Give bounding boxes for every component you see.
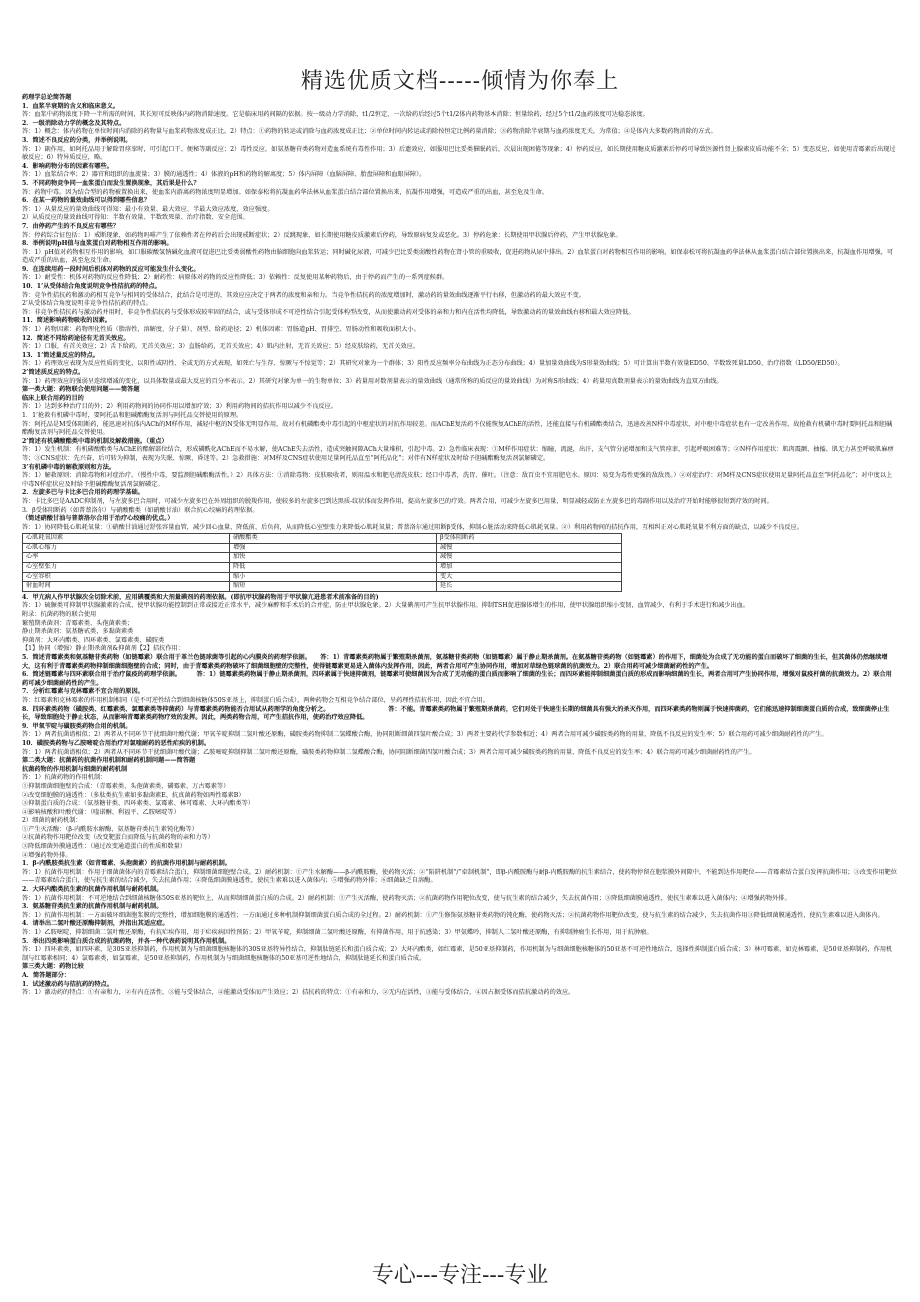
text-line: 答：1）药物因素：药物理化性质（脂溶性、溶解度、分子量）、剂型、给药途径；2）机体因素：胃肠道pH、胃排空、胃肠动性和吸收面积大小。: [22, 326, 420, 334]
heading-line: 3’有机磷中毒的解救原则和方法。: [22, 463, 116, 471]
text-line: 答：1）发生机制：有机磷酸酯类与AChE的酯解部位结合，形成磷酰化AChE而不易水解，使AChE失去活性，造成突触间隙ACh大量堆积，引起中毒。2）急性临床表现：①M样作用症状：缩瞳，流涎，出汗，支气管分泌增加和支气管痉挛，引起呼吸困难等；②N样作用症状：肌肉震颤、抽搐、肌无力甚至呼吸肌麻痹等；③CNS症状：先兴奋，后可转为抑制，表现为失眠、惊厥、昏迷等。2）急救措施：对M样及CNS症状使用足量阿托品直至“阿托品化”；对伴有N样症状及时给予胆碱酯酶复活剂氯解磷定。: [22, 446, 894, 462]
heading-line: A．简答题部分：: [22, 971, 71, 979]
heading-line: 5．举出四类影响蛋白质合成的抗菌药物，并各一种代表药说明其作用机制。: [22, 937, 231, 945]
document-body: [22, 94, 898, 998]
heading-line: 7．由停药产生的不良反应有哪些？: [22, 222, 120, 230]
heading-line: 13．1’简述量反应的特点。: [22, 351, 99, 359]
text-line: ②改变细胞膜的通透性：（多肽类抗生素如多黏菌素E、抗真菌药物如两性霉素B）: [22, 791, 245, 799]
heading-line: 2’简述质反应的特点。: [22, 369, 85, 376]
text-line: 答：1）抗菌作用机制：作用于细菌菌体内的青霉素结合蛋白，抑制细菌细胞壁合成。2）耐药机制：①产生水解酶——β-内酰胺酶，使药物灭活；②“陷阱机制”/“牵制机制”，即β-内酰胺酶与耐β-内酰胺酶的抗生素结合，使药物停留在胞浆膜外间隙中，不能到达作用靶位——青霉素结合蛋白发挥抗菌作用；③改变作用靶位——青霉素结合蛋白，使与抗生素的结合减少，失去抗菌作用；④降低细菌膜通透性，使抗生素难以进入菌体内；⑤增强药物外排；⑥细菌缺乏自溶酶。: [22, 868, 897, 885]
text-line: 2’从受体结合角度说明非竞争性拮抗药的特点。: [22, 300, 152, 308]
table-cell: 降低: [230, 563, 437, 573]
heading-line: 4．影响药物分布的因素有哪些。: [22, 162, 113, 170]
heading-line: 12．简述不同给药途径有无首关效应。: [22, 334, 130, 342]
heading-line: 2’简述有机磷酸酯类中毒的机制及解救措施。（重点）: [22, 437, 168, 445]
text-line: ①产生灭活酶：（β-内酰胺水解酶、氨基糖苷类抗生素钝化酶等）: [22, 825, 198, 833]
text-line: 答：1）药理效应的强弱呈连续增减的变化，以具体数量或最大反应的百分率表示。2）其研究对象为单一的生物单位；3）药量用对数剂量表示的量效曲线（通常所称的质反应的量效曲线）为对称S形曲线；4）药量用真数剂量表示的量效曲线为直双方曲线。: [22, 377, 723, 385]
text-line: 答：卡比多巴是AADC抑制剂，与左旋多巴合用时，可减少左旋多巴在外周组织的脱羧作用，使较多的左旋多巴到达黑质-纹状体而发挥作用，提高左旋多巴的疗效。两者合用，可减少左旋多巴用量，明显减轻或防止左旋多巴的毒副作用以及治疗开始时能够很短到疗效的时间。: [22, 497, 773, 505]
text-line: 答：1）四环素类，如四环素，是30S亚基抑制药，作用机制为与细菌细胞核糖体的30S亚基特异性结合，抑制肽链延长和蛋白质合成；2）大环内酯类，如红霉素，是50亚基抑制药，作用机制为与细菌细胞核糖体的50亚基不可逆性地结合，选择性抑制蛋白质合成；3）林可霉素，如克林霉素，是50亚基抑制药，作用机制与红霉素相同；4）氯霉素类，如氯霉素，是50亚基抑制药，作用机制为与细菌细胞核糖体的50亚基可逆性地结合，抑制肽链延长和蛋白质合成。: [22, 946, 893, 962]
heading-line: 6．简述链霉素与四环素联合用于治疗鼠疫的药理学依据。 答：1）链霉素类药物属于静止期杀菌剂，四环素属于快速抑菌剂，链霉素可使细菌因为合成了无功能的蛋白质而影响了细菌的生长；而四环素能抑制细菌蛋白质的形成而影响细菌的生长，两者合用可产生协同作用，增强对鼠疫杆菌的抗菌效力。2）联合用药可减少细菌耐药性的产生。: [22, 671, 892, 687]
text-line: 答：1）pH值对药物相互作用的影响，如口服碳酸氢钠碱化血液可促进巴比妥类弱酸性药物由脑细胞向血浆转运；同时碱化尿液，可减少巴比妥类弱酸性药物在肾小管的重吸收，促进药物从尿中排出。2）血浆蛋白对药物相互作用的影响，如保泰松可将抗凝血药华法林从血浆蛋白结合部位置换出来，抗凝血作用增强，可造成严重的出血，甚至危及生命。: [22, 248, 894, 265]
text-line: 答：竞争性拮抗药和激动药相互竞争与相同的受体结合，此结合是可逆的，其效应应决定于两者的浓度和亲和力。当竞争性拮抗药的浓度增加时，激动药的量效曲线逐渐平行右移，但激动药的最大效应不变。: [22, 291, 586, 299]
heading-line: 4．甲亢病人作甲状腺次全切除术前，应用碘覆类和大剂量碘剂的药理依据。(即抗甲状腺药物用于甲状腺亢进患者术前准备的目的): [22, 593, 379, 601]
table-cell: 心率: [23, 553, 230, 563]
text-line: ③抑制蛋白质的合成：（氨基糖苷类、四环素类、氯霉素、林可霉素、大环内酯类等）: [22, 800, 255, 808]
text-line: 静止期杀菌剂：氨基糖甙类、多黏菌素类: [22, 628, 134, 636]
table-header-row: [23, 534, 622, 544]
table-cell: 减慢: [437, 553, 622, 563]
heading-line: 3．简述不良反应的分类，并举例说明。: [22, 136, 132, 144]
table-cell: 增加: [437, 563, 622, 573]
table-cell: 心室壁张力: [23, 563, 230, 573]
heading-line: 2．左旋多巴与卡比多巴合用的药理学基础。: [22, 489, 144, 497]
text-line: 答：1）药理效应表现为反应性质的变化，以阳性或阴性、全或无的方式表现，如死亡与生存、惊厥与不惊觉等；2）其研究对象为一个群体；3）阳性反应频率分布曲线为正态分布曲线；4）量加量效曲线为S形量效曲线；5）可计算出半数有效量ED50、半数致死量LD50、治疗指数（LD50/ED50）。: [22, 360, 844, 368]
table-row: [23, 582, 622, 592]
table-cell: 增强: [230, 543, 437, 553]
table-row: [23, 563, 622, 573]
heading-line: 第二类大题：抗菌药的抗菌作用机制和耐药机制问题——简答题: [22, 757, 196, 765]
heading-line: 第一类大题：药物联合使用问题——简答题: [22, 386, 140, 394]
table-cell: 射血时间: [23, 582, 230, 592]
text-line: 答：1）从量反应的量效曲线可得知：最小有效量、最大效应、半最大效应浓度、效应强度。: [22, 205, 274, 213]
text-line: 答：1）乙胺嘧啶，抑制细菌二氢叶酸还原酶，有抗疟疾作用，用于疟疾病因性预防；2）甲氧苄啶，抑制细菌二氢叶酸还原酶，有抑菌作用，用于抗感染；3）甲氨蝶呤，抑制人二氢叶酸还原酶，有抑制肿瘤生长作用，用于抗肿瘤。: [22, 929, 653, 936]
text-line: 答：1）抗菌作用机制：不可逆地结合到细菌核糖体50S亚基的靶位上，从而抑制细菌蛋白质的合成。2）耐药机制：①产生灭活酶，使药物灭活；②抗菌药物作用靶位改变，使与抗生素的结合减少，失去抗菌作用；③降低细菌膜通透性，使抗生素难以进入菌体内；④增强药物外排。: [22, 894, 791, 902]
text-line: 答：非竞争性拮抗药与激动药并用时，非竞争性拮抗药与受体形成较牢固的结合，或与受体形成不可逆性结合引起受体构型改变，从而使激动药对受体的亲和力和内在活性均降低，导致激动药的量效曲线右移和最大效应降低。: [22, 308, 635, 316]
heading-line: 9．甲氧苄啶与磺胺类药物合用的机制。: [22, 722, 132, 730]
text-line: ②抗菌药物作用靶位改变（改变靶蛋白而降低与抗菌药物的亲和力等）: [22, 834, 214, 842]
table-header-cell: β受体阻断药: [437, 534, 622, 544]
text-block-2: [22, 594, 898, 998]
table-cell: 缩小: [230, 572, 437, 582]
text-line: 答：1）抗菌药物的作用机制：: [22, 774, 107, 782]
text-line: 答：红霉素和克林霉素的作用机制相同（是不可逆性结合到细菌核糖体50S亚基上，抑制蛋白质合成），两种药物会互相竞争结合部位，呈药理性拮抗作用，因此不宜合用。: [22, 696, 489, 704]
text-line: ③降低细菌外膜通透性：（通过改变通道蛋白的性质和数量）: [22, 843, 186, 851]
text-line: 答：1）副作用，如阿托品用于解除胃痉挛时，可引起口干、便秘等副反应；2）毒性反应，如氨基糖苷类药物对造血系统有毒性作用；3）后遗效应，如服用巴比妥类催眠药后，次晨出现困倦等现象；4）停药反应，如长期使用糖皮质激素后停药可导致医源性肾上腺素皮质功能不全；5）变态反应，如使用青霉素后出现过敏反应；6）特异质反应，略。: [22, 145, 896, 162]
table-cell: 加快: [230, 553, 437, 563]
table-cell: 变大: [437, 572, 622, 582]
heading-line: 第三类大题：药物比较: [22, 963, 84, 971]
heading-line: 2．一级消除动力学的概念及其特点。: [22, 119, 126, 127]
heading-line: 4．请举出二氢叶酸还原酶抑制剂，并指出其适应症。: [22, 920, 169, 928]
page-footer: 专心---专注---专业: [371, 1263, 549, 1288]
text-line: 答：1）两者抗菌谱相似；2）两者从不同环节干扰细菌叶酸代谢；乙胺嘧啶抑制抑制二氢叶酸还原酶，磺胺类药物抑制二氢蝶酸合酶，协同阻断细菌四氢叶酸合成；3）两者合用可减少磺胺类药物的用量，降低不良反应的发生率；4）联合用药可减少细菌耐药性的产生。: [22, 748, 756, 756]
heading-line: 8．举例说明pH值与血浆蛋白对药物相互作用的影响。: [22, 240, 173, 248]
text-line: ①抑制细菌细胞壁的合成：（青霉素类、头孢菌素类、磷霉素、万古霉素等）: [22, 782, 230, 790]
text-line: 繁殖期杀菌剂：青霉素类、头孢菌素类；: [22, 619, 134, 627]
table-cell: 心肌心缩力: [23, 543, 230, 553]
text-line: 抑菌剂：大环内酯类、四环素类、氯霉素类、磺胺类: [22, 636, 165, 644]
text-line: 【1】协同（增强）静止期杀菌剂&抑菌剂【2】拮抗作用：: [22, 645, 184, 653]
text-line: 答：1）协同降低心肌耗氧量：①硝酸甘油通过舒张容量血管，减少回心血量，降低前、后负荷，从而降低心室壁张力来降低心肌耗氧量；普萘洛尔通过阻断β受体，抑制心脏活动来降低心肌耗氧量。②）利用药物间的拮抗作用，互相纠正对心肌耗氧量不利方面的缺点，以减少不良反应。: [22, 523, 803, 531]
text-line: 答：血浆中药物浓度下降一半所需的时间，其长短可反映体内药物消除速度。它是临床用药间隔的依据。按一级动力学消除，t1/2恒定，一次给药后经过5个t1/2体内药物基本消除；恒量给药，经过5个t1/2血药浓度可达稳态浓度。: [22, 111, 649, 119]
heading-line: 8．四环素类药物（磺胺类、红霉素类、氯霉素类等抑菌药）与青霉素类药物能否合用试从药理学的角度分析之。 答：不能。青霉素类药物属于繁殖期杀菌药，它们对处于快速生长期的细菌具有强大的杀灭作用，而四环素类药物则属于快速抑菌药，它们能迅速抑制细菌蛋白质的合成，致细菌停止生长，导致细胞处于静止状态，从而影响青霉素类药物疗效的发挥。因此，两类药物合用，可产生拮抗作用，使药治疗效应降低。: [22, 705, 890, 722]
comparison-table: [22, 533, 622, 592]
text-line: 2）从质反应的量效曲线可得知：半数有效量、半数致死量、治疗指数、安全范围。: [22, 214, 249, 222]
text-line: 答：1）血浆结合率；2）器官和组织的血流量；3）膜的通透性；4）体液的pH和药物的解离度；5）体内屏障（血脑屏障、胎盘屏障和血眼屏障）。: [22, 171, 426, 179]
heading-line: 5．不同药物竞争同一血浆蛋白而发生置换现象，其后果是什么？: [22, 179, 200, 187]
table-cell: 心室容积: [23, 572, 230, 582]
heading-line: 1．血浆半衰期的含义和临床意义。: [22, 102, 120, 110]
heading-line: 7．分析红霉素与克林霉素不宜合用的原因。: [22, 688, 144, 696]
text-line: 答：药物中毒。因为结合型的药物被置换出来，使血浆内游离药物浓度明显增加。如保泰松将抗凝血药华法林从血浆蛋白结合部位置换出来，抗凝作用增强，可造成严重的出血，甚至危及生命。: [22, 188, 548, 196]
heading-line: 药理学总论简答题: [22, 94, 72, 101]
table-row: [23, 553, 622, 563]
text-line: 答：1）抗菌作用机制：一方面破坏细菌胞浆膜的完整性，增加细胞膜的通透性；一方面通过多种机制抑制细菌蛋白质合成的全过程。2）耐药机制：①产生修饰氨基糖苷类药物的钝化酶，使药物灭活；②抗菌药物作用靶位改变，使与抗生素的结合减少，失去抗菌作用③降低细菌膜通透性，使抗生素难以进入菌体内。: [22, 911, 884, 919]
table-cell: 缩短: [230, 582, 437, 592]
text-line: 3．β受体阻断药（如普萘洛尔）与硝酸酯类（如硝酸甘油）联合抗心绞痛的药理依据。: [22, 506, 259, 514]
text-line: ④增强药物外排。: [22, 851, 72, 859]
heading-line: 1．β-内酰胺类抗生素（如青霉素、头孢菌素）的抗菌作用机制与耐药机制。: [22, 860, 231, 868]
table-row: [23, 572, 622, 582]
text-line: ④影响核酸和叶酸代谢：（喹诺酮、利福平、乙胺嘧啶等）: [22, 808, 180, 816]
table-header-cell: 心肌耗氧因素: [23, 534, 230, 544]
heading-line: 6．在某一药物的量效曲线可以得到哪些信息？: [22, 197, 151, 205]
text-line: 答：1）硫脲类可抑制甲状腺激素的合成，使甲状腺功能控制到正常或接近正常水平，减少麻醉和手术后的合并症，防止甲状腺危象。2）大量碘剂可产生抗甲状腺作用。抑制TSH促进腺体增生的作用，使甲状腺组织缩小变韧，血管减少，有利于手术进行和减少出血。: [22, 602, 750, 610]
heading-line: 11．简述影响药物吸收的因素。: [22, 317, 112, 325]
text-line: 答：1）解救原则：消除毒物和对症治疗。（慢性中毒，要监测胆碱酯酶活性。）2）具体方法：①消除毒物：皮肤吸收者，则用温水和肥皂清洗皮肤；经口中毒者，洗胃、催吐。（注意：敌百虫不宜用肥皂水。原因：易变为毒性更强的敌敌畏。）②对症治疗：对M样及CNS症状使用足量阿托品直至“阿托品化”；对中度以上中毒N样症状应及时给予胆碱酯酶复活剂氯解磷定。: [22, 472, 893, 488]
table-cell: 延长: [437, 582, 622, 592]
heading-line: 2．大环内酯类抗生素的抗菌作用机制与耐药机制。: [22, 886, 163, 894]
heading-line: 5．简述青霉素类和氨基糖苷类药物（如链霉素）联合用于革兰色链球菌等引起的心内膜炎的药理学依据。 答：1）青霉素类药物属于繁殖期杀菌剂，氨基糖苷类药物（如链霉素）属于静止期杀菌剂。在氨基糖苷类药物（如链霉素）的作用下，细菌处为合成了无功能的蛋白而破坏了细菌的生长，但其菌体仍然继续增大，这有利于青霉素类药物抑制细菌细胞壁的合成；同时，由于青霉素类药物破坏了细菌细胞壁的完整性，使得链霉素更易进入菌体内发挥作用，因此，两者合用可产生协同作用，增加对草绿色链球菌的抗菌效力。2）联合用药可减少细菌耐药性的产生。: [22, 654, 888, 670]
heading-line: 抗菌药物的作用机制与细菌的耐药机制: [22, 765, 128, 773]
text-line: 附录：抗菌药物的联合使用: [22, 611, 97, 619]
heading-line: 10．1’从受体结合角度说明竞争性拮抗药的特点。: [22, 283, 161, 291]
table-row: [23, 543, 622, 553]
text-line: 答：停药综合征包括：1）戒断现象，如药物吗啡产生了依赖性者在停药后会出现戒断症状；2）反跳现象，如长期使用糖皮质激素后停药，导致原病复发或恶化。3）停药危象：长期使用甲状腺后停药，产生甲状腺危象。: [22, 231, 622, 239]
heading-line: 9．在连续用药一段时间后机体对药物的反应可能发生什么变化。: [22, 265, 200, 273]
text-line: 答：1）概念：体内药物在单位时间内消除的药物量与血浆药物浓度成正比。2）特点：①药物的转运或消除与血药浓度成正比；②单位时间内转运或消除按恒定比例药量消除；③药物消除半衰期与血药浓度无关，为常值；④是体内大多数药物消除的方式。: [22, 128, 717, 136]
heading-line: （简述硝酸甘油与普萘洛尔合用于治疗心绞痛的优点。）: [22, 515, 174, 523]
table-header-cell: 硝酸酯类: [230, 534, 437, 544]
text-line: 答：1）两者抗菌谱相似；2）两者从不同环节干扰细菌叶酸代谢；甲氧苄啶抑制二氢叶酸还原酶，磺胺类药物抑制二氢蝶酸合酶，协同阻断细菌四氢叶酸合成；3）两者主要药代学参数相近；4）两者合用可减少磺胺类药物的用量，降低不良反应的发生率；5）联合用药可减少细菌耐药性的产生。: [22, 731, 828, 739]
page-header: 精选优质文档-----倾情为你奉上: [300, 69, 620, 94]
text-line: 答：1）口服，有首关效应；2）舌下给药，无首关效应；3）直肠给药，无首关效应；4）肌内注射，无首关效应；5）经皮肤给药，无首关效应。: [22, 343, 420, 351]
heading-line: 10．磺胺类药物与乙胺嘧啶合用治疗对氯喹耐药的恶性疟疾的机制。: [22, 739, 211, 747]
text-line: 1．1’抢救有机磷中毒时，要阿托品和胆碱酯酶复活剂与阿托品交替使用的原理。: [22, 411, 243, 419]
text-line: 答：1）耐受性：机体对药物的反应性降低；2）耐药性：病原体对药物的反应性降低；3）依赖性：反复使用某种药物后，由于停药而产生的一系列症候群。: [22, 274, 449, 282]
text-line: 答：1）达到多种治疗目的外；2）利用药物间的协同作用以增加疗效；3）利用药物间的拮抗作用以减少不良反应。: [22, 403, 337, 411]
text-block-1: [22, 94, 898, 532]
table-cell: 减慢: [437, 543, 622, 553]
heading-line: 1．试述激动药与拮抗药的特点。: [22, 980, 113, 988]
text-line: 答：阿托品是M受体阻断药，能迅速对抗体内ACh的M样作用，减轻中枢的N受体无明显作用，故对有机磷酯类中毒引起的中枢症状的对抗作用较差。而AChE复活药不仅能恢复AChE的活性，还能直接与有机磷酯类结合，迅速改善N样中毒症状，对中枢中毒症状也有一定改善作用，故抢救有机磷中毒时要阿托品和胆碱酯酶复活剂与阿托品交替使用。: [22, 420, 893, 437]
heading-line: 3．氨基糖苷类抗生素的抗菌作用机制与耐药机制。: [22, 903, 163, 911]
text-line: 2）细菌的耐药机制：: [22, 817, 82, 825]
text-line: 答：1）激动药的特点：①有亲和力，②有内在活性，③能与受体结合，④能激动受体而产生效应；2）拮抗药的特点：①有亲和力，②无内在活性，③能与受体结合，④因占据受体而拮抗激动药的效应。: [22, 989, 575, 997]
heading-line: 临床上联合用药的目的: [22, 394, 84, 402]
